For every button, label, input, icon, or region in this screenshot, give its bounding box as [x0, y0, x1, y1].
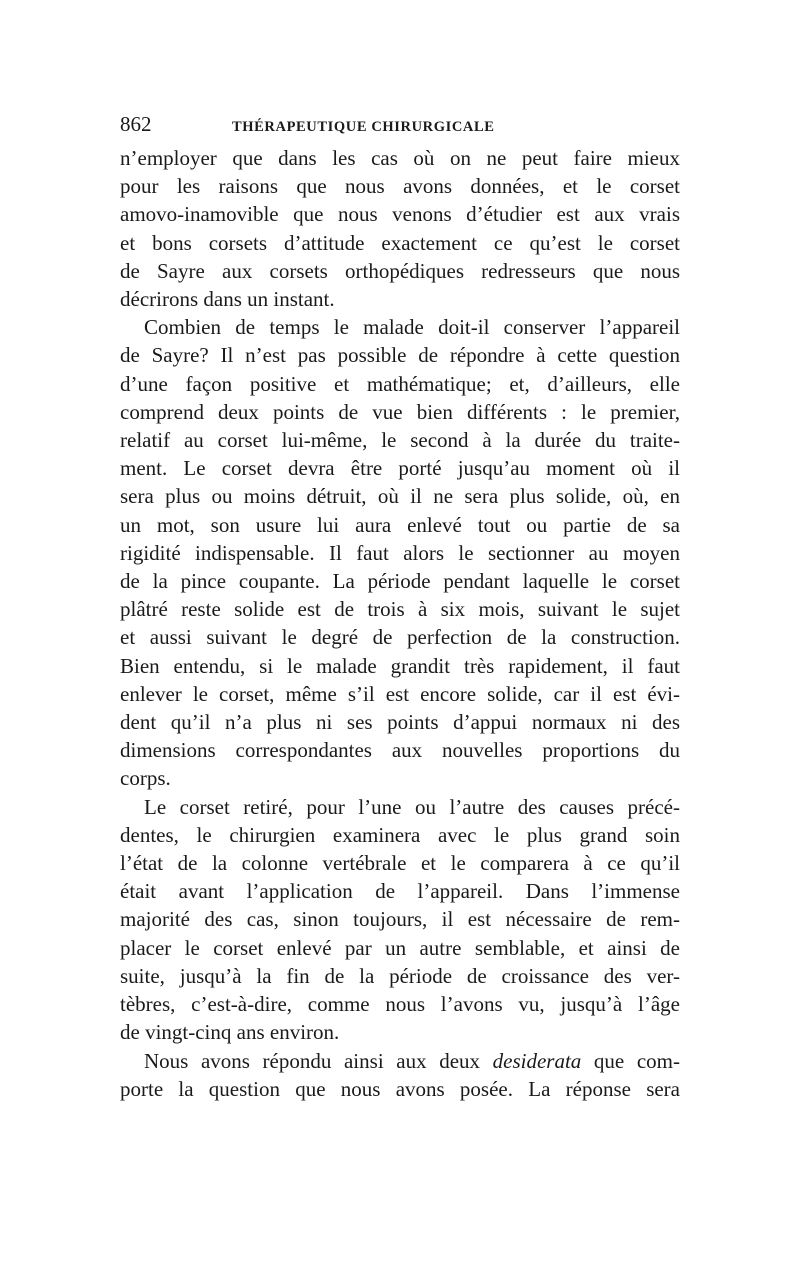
text-line: et bons corsets d’attitude exactement ce qu’est le corset: [120, 230, 680, 255]
text-line: et aussi suivant le degré de perfection de la construction.: [120, 625, 680, 650]
text-line: l’état de la colonne vertébrale et le comparera à ce qu’il: [120, 851, 680, 876]
text-line: un mot, son usure lui aura enlevé tout ou partie de sa: [120, 512, 680, 537]
text-line: tèbres, c’est-à-dire, comme nous l’avons vu, jusqu’à l’âge: [120, 992, 680, 1017]
paragraph-2: [120, 313, 680, 792]
text-line: de Sayre? Il n’est pas possible de répondre à cette question: [120, 343, 680, 368]
text-line: n’employer que dans les cas où on ne peut faire mieux: [120, 146, 680, 170]
paragraph-3: [120, 793, 680, 1047]
text-line: majorité des cas, sinon toujours, il est nécessaire de rem-: [120, 907, 680, 932]
text-line: ment. Le corset devra être porté jusqu’au moment où il: [120, 456, 680, 481]
text-line: de Sayre aux corsets orthopédiques redresseurs que nous: [120, 258, 680, 283]
text-line: dent qu’il n’a plus ni ses points d’appui normaux ni des: [120, 710, 680, 735]
running-title: THÉRAPEUTIQUE CHIRURGICALE: [232, 119, 495, 135]
text-line: dentes, le chirurgien examinera avec le plus grand soin: [120, 822, 680, 847]
book-page: [120, 112, 680, 1103]
text-line: corps.: [120, 766, 171, 791]
text-line: amovo-inamovible que nous venons d’étudier est aux vrais: [120, 202, 680, 227]
text-line: d’une façon positive et mathématique; et, d’ailleurs, elle: [120, 371, 680, 396]
text-run: Nous avons répondu ainsi aux deux: [144, 1048, 493, 1073]
text-line: suite, jusqu’à la fin de la période de croissance des ver-: [120, 963, 680, 988]
body-text: [120, 144, 680, 1103]
paragraph-1: [120, 144, 680, 313]
text-line: Combien de temps le malade doit-il conserver l’appareil: [144, 315, 680, 340]
text-line: de la pince coupante. La période pendant laquelle le corset: [120, 569, 680, 594]
text-line: enlever le corset, même s’il est encore solide, car il est évi-: [120, 681, 680, 706]
text-line: décrirons dans un instant.: [120, 287, 335, 312]
text-line: sera plus ou moins détruit, où il ne sera plus solide, où, en: [120, 484, 680, 509]
paragraph-4: [120, 1047, 680, 1103]
text-line: [120, 1047, 680, 1075]
text-line: pour les raisons que nous avons données, et le corset: [120, 174, 680, 199]
text-line: plâtré reste solide est de trois à six mois, suivant le sujet: [120, 597, 680, 622]
italic-term: desiderata: [492, 1048, 582, 1073]
page-header: [120, 112, 680, 144]
text-line: rigidité indispensable. Il faut alors le sectionner au moyen: [120, 540, 680, 565]
text-line: placer le corset enlevé par un autre semblable, et ainsi de: [120, 935, 680, 960]
text-line: Bien entendu, si le malade grandit très rapidement, il faut: [120, 653, 680, 678]
text-line: était avant l’application de l’appareil. Dans l’immense: [120, 879, 680, 904]
page-number: 862: [120, 112, 152, 136]
text-line: Le corset retiré, pour l’une ou l’autre des causes précé-: [144, 794, 680, 819]
text-line: comprend deux points de vue bien différents : le premier,: [120, 399, 680, 424]
text-line: relatif au corset lui-même, le second à la durée du traite-: [120, 428, 680, 453]
text-line: porte la question que nous avons posée. La réponse sera: [120, 1076, 680, 1101]
text-run: que com-: [581, 1048, 680, 1073]
text-line: de vingt-cinq ans environ.: [120, 1020, 340, 1045]
text-line: dimensions correspondantes aux nouvelles proportions du: [120, 738, 680, 763]
